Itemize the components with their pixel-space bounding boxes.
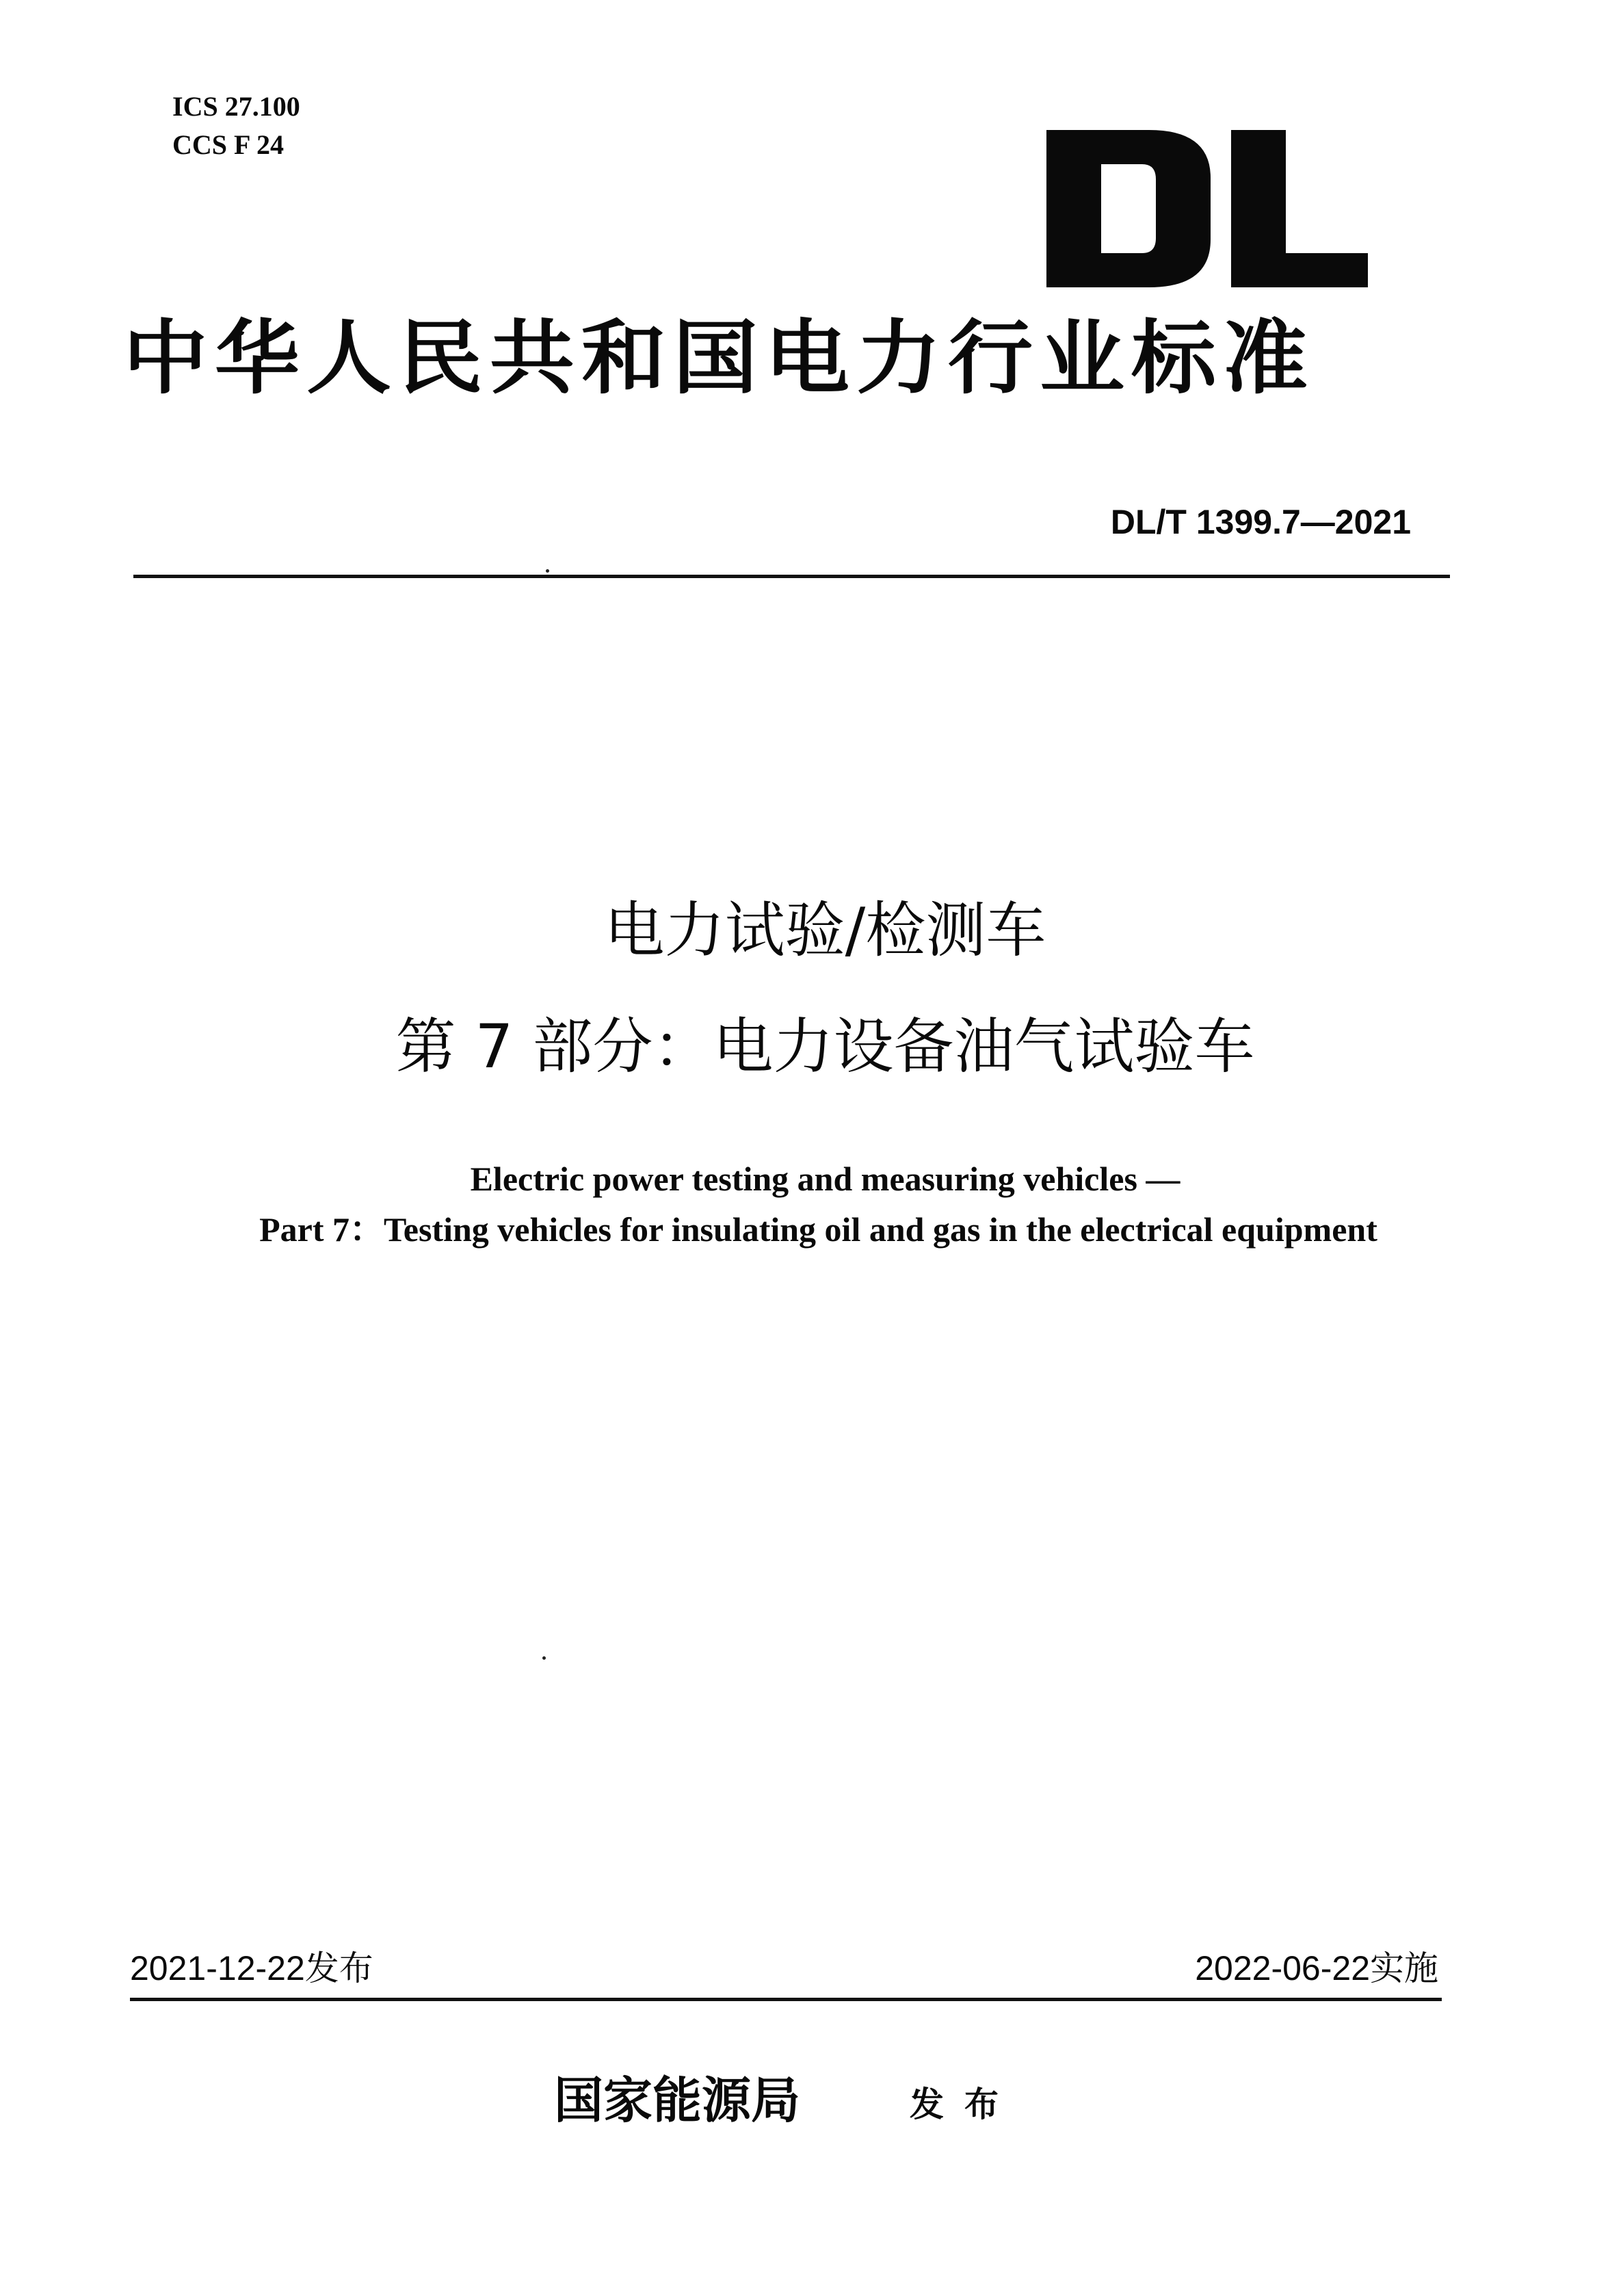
ics-code: ICS 27.100	[172, 91, 300, 122]
english-title-line-2: Part 7：Testing vehicles for insulating oil and gas in the electrical equipment	[259, 1210, 1377, 1249]
implementation-date: 2022-06-22实施	[1195, 1949, 1438, 1987]
issue-date: 2021-12-22发布	[130, 1949, 373, 1987]
ccs-code: CCS F 24	[172, 129, 284, 160]
top-divider	[133, 575, 1450, 578]
dl-logo	[1046, 130, 1368, 287]
chinese-title-line-1: 电力试验/检测车	[604, 895, 1046, 965]
scan-dot	[546, 569, 549, 573]
bottom-divider	[130, 1998, 1442, 2001]
english-title-line-1: Electric power testing and measuring vehicles —	[470, 1160, 1180, 1198]
classification-codes	[172, 88, 300, 164]
dl-logo-letter-d	[1046, 130, 1211, 287]
publisher-name: 国家能源局	[554, 2071, 801, 2129]
dl-logo-letter-l	[1231, 130, 1368, 287]
standard-category-title: 中华人民共和国电力行业标准	[123, 311, 1315, 406]
scan-dot	[542, 1656, 546, 1660]
standard-number: DL/T 1399.7—2021	[1110, 503, 1411, 541]
chinese-title-line-2: 第 7 部分：电力设备油气试验车	[395, 1011, 1255, 1082]
publish-label: 发布	[910, 2084, 1019, 2124]
